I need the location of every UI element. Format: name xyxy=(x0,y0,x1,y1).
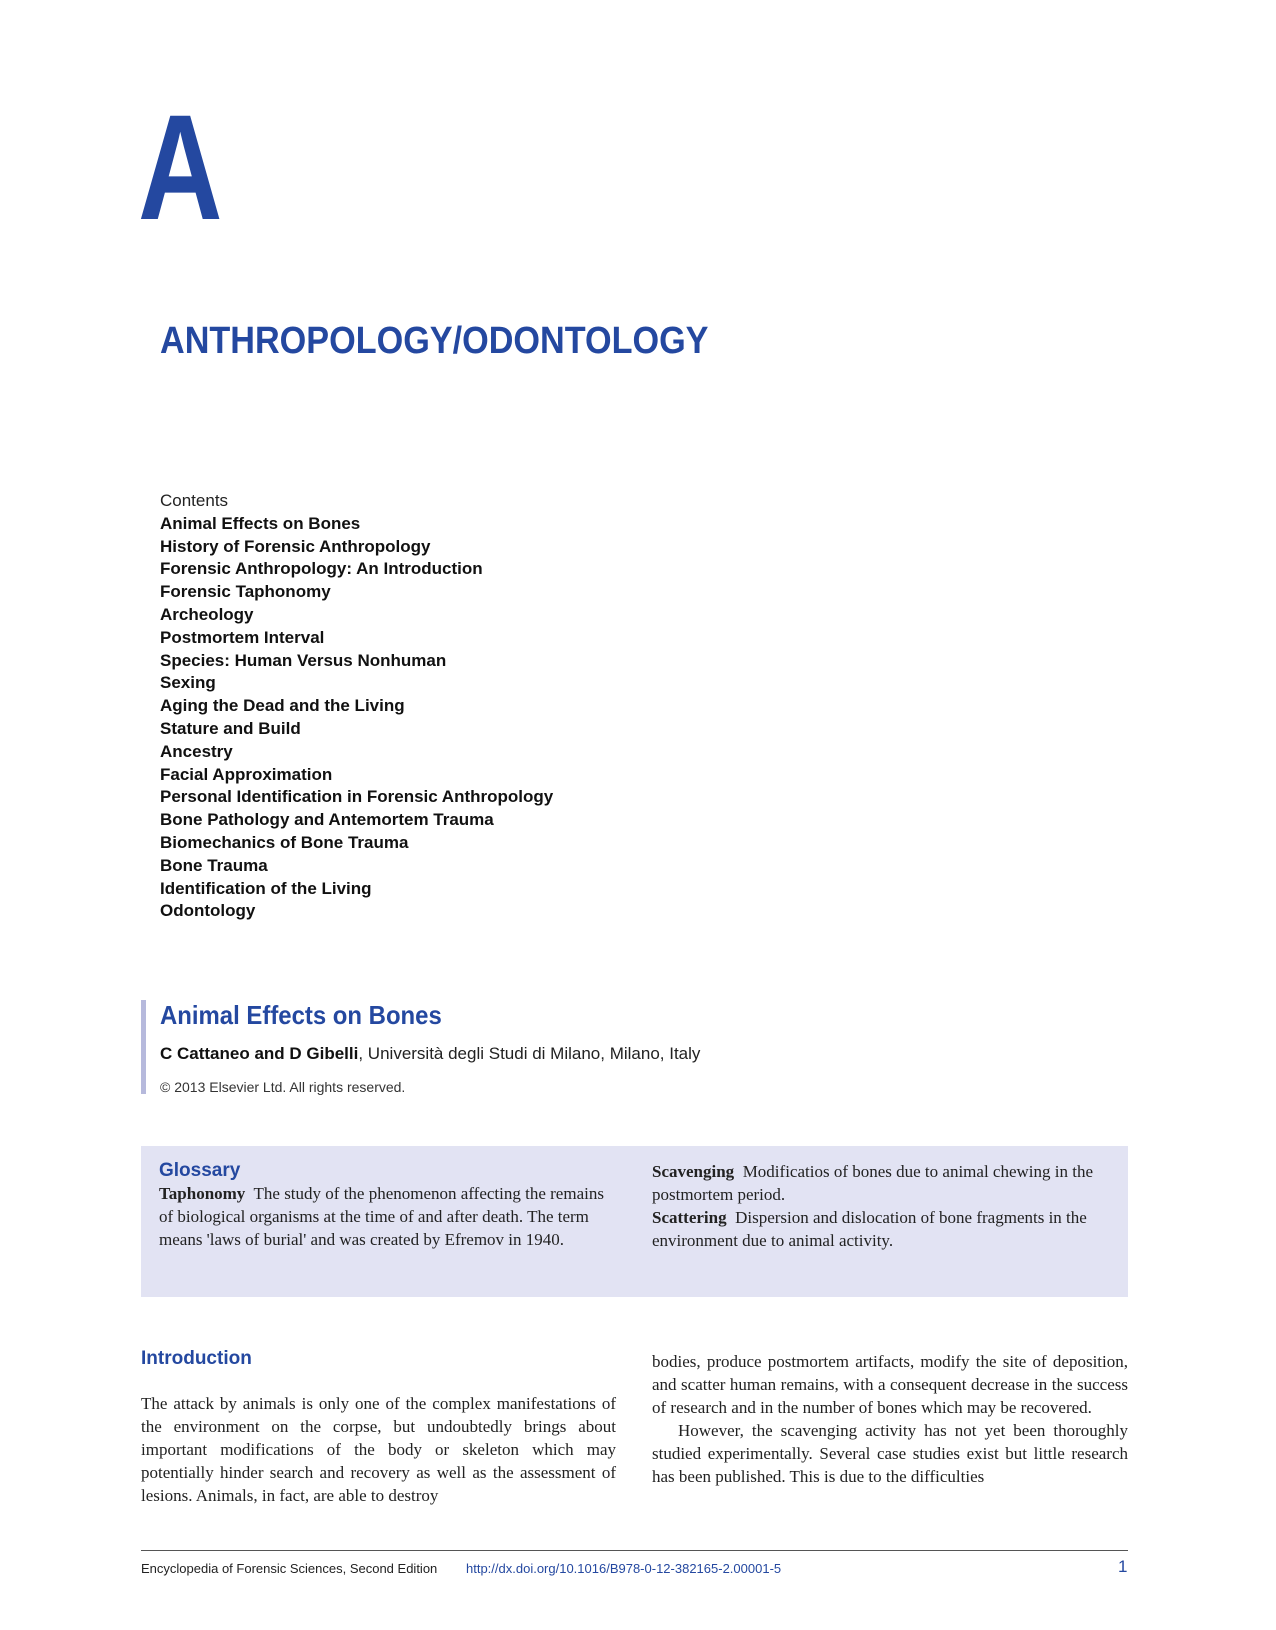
glossary-definition: Modificatios of bones due to animal chewing in the postmortem period. xyxy=(652,1162,1093,1204)
contents-heading: Contents xyxy=(160,491,229,510)
section-title: ANTHROPOLOGY/ODONTOLOGY xyxy=(160,320,709,362)
article-title: Animal Effects on Bones xyxy=(160,1000,442,1030)
body-paragraph: The attack by animals is only one of the complex manifestations of the environment on the corpse, but undoubtedly brings about important modifications of the body or skeleton which may potentially hinder search and recovery as well as the assessment of lesions. Animals, in fact, are able to destroy xyxy=(141,1394,616,1505)
body-column-right xyxy=(652,1350,1128,1488)
glossary-title: Glossary xyxy=(159,1160,241,1181)
toc-item[interactable]: Animal Effects on Bones xyxy=(160,513,361,533)
toc-item[interactable]: Biomechanics of Bone Trauma xyxy=(160,832,409,852)
chapter-letter: A xyxy=(138,83,223,251)
toc-item[interactable]: Species: Human Versus Nonhuman xyxy=(160,650,447,670)
toc-item[interactable]: Personal Identification in Forensic Anthropology xyxy=(160,787,554,807)
contents-list xyxy=(160,490,553,923)
body-paragraph: However, the scavenging activity has not yet been thoroughly studied experimentally. Several case studies exist but little research has been published. This is due to the difficulties xyxy=(652,1421,1128,1486)
toc-item[interactable]: History of Forensic Anthropology xyxy=(160,536,431,556)
toc-item[interactable]: Forensic Taphonomy xyxy=(160,582,331,602)
glossary-column-right xyxy=(652,1160,1114,1252)
glossary-term: Scattering xyxy=(652,1208,727,1227)
glossary-entry xyxy=(652,1160,1114,1206)
toc-item[interactable]: Sexing xyxy=(160,673,216,693)
copyright-notice: © 2013 Elsevier Ltd. All rights reserved. xyxy=(160,1079,406,1095)
footer-divider xyxy=(141,1550,1128,1551)
author-affiliation: , Università degli Studi di Milano, Milano, Italy xyxy=(358,1044,701,1063)
glossary-column-left xyxy=(159,1160,613,1251)
glossary-definition: The study of the phenomenon affecting the remains of biological organisms at the time of and after death. The term means 'laws of burial' and was created by Efremov in 1940. xyxy=(159,1184,604,1249)
toc-item[interactable]: Bone Trauma xyxy=(160,855,268,875)
toc-item[interactable]: Forensic Anthropology: An Introduction xyxy=(160,559,483,579)
glossary-entry xyxy=(652,1206,1114,1252)
article-authors-line xyxy=(160,1044,700,1064)
doi-link[interactable]: http://dx.doi.org/10.1016/B978-0-12-382165-2.00001-5 xyxy=(466,1561,782,1576)
body-column-left xyxy=(141,1392,616,1507)
toc-item[interactable]: Postmortem Interval xyxy=(160,627,325,647)
page-number: 1 xyxy=(1118,1557,1128,1576)
glossary-entry xyxy=(159,1182,613,1251)
toc-item[interactable]: Bone Pathology and Antemortem Trauma xyxy=(160,810,494,830)
author-names: C Cattaneo and D Gibelli xyxy=(160,1044,359,1063)
toc-item[interactable]: Stature and Build xyxy=(160,718,301,738)
toc-item[interactable]: Ancestry xyxy=(160,741,233,761)
introduction-heading: Introduction xyxy=(141,1348,252,1369)
glossary-box xyxy=(141,1146,1128,1297)
toc-item[interactable]: Identification of the Living xyxy=(160,878,372,898)
glossary-term: Taphonomy xyxy=(159,1184,246,1203)
article-header xyxy=(141,1000,1046,1094)
toc-item[interactable]: Aging the Dead and the Living xyxy=(160,696,405,716)
toc-item[interactable]: Odontology xyxy=(160,901,256,921)
glossary-term: Scavenging xyxy=(652,1162,735,1181)
glossary-definition: Dispersion and dislocation of bone fragments in the environment due to animal activity. xyxy=(652,1208,1087,1250)
toc-item[interactable]: Archeology xyxy=(160,604,254,624)
footer-source: Encyclopedia of Forensic Sciences, Second Edition xyxy=(141,1561,438,1576)
body-paragraph: bodies, produce postmortem artifacts, modify the site of deposition, and scatter human remains, with a consequent decrease in the success of research and in the number of bones which may be recovered. xyxy=(652,1352,1128,1417)
toc-item[interactable]: Facial Approximation xyxy=(160,764,333,784)
